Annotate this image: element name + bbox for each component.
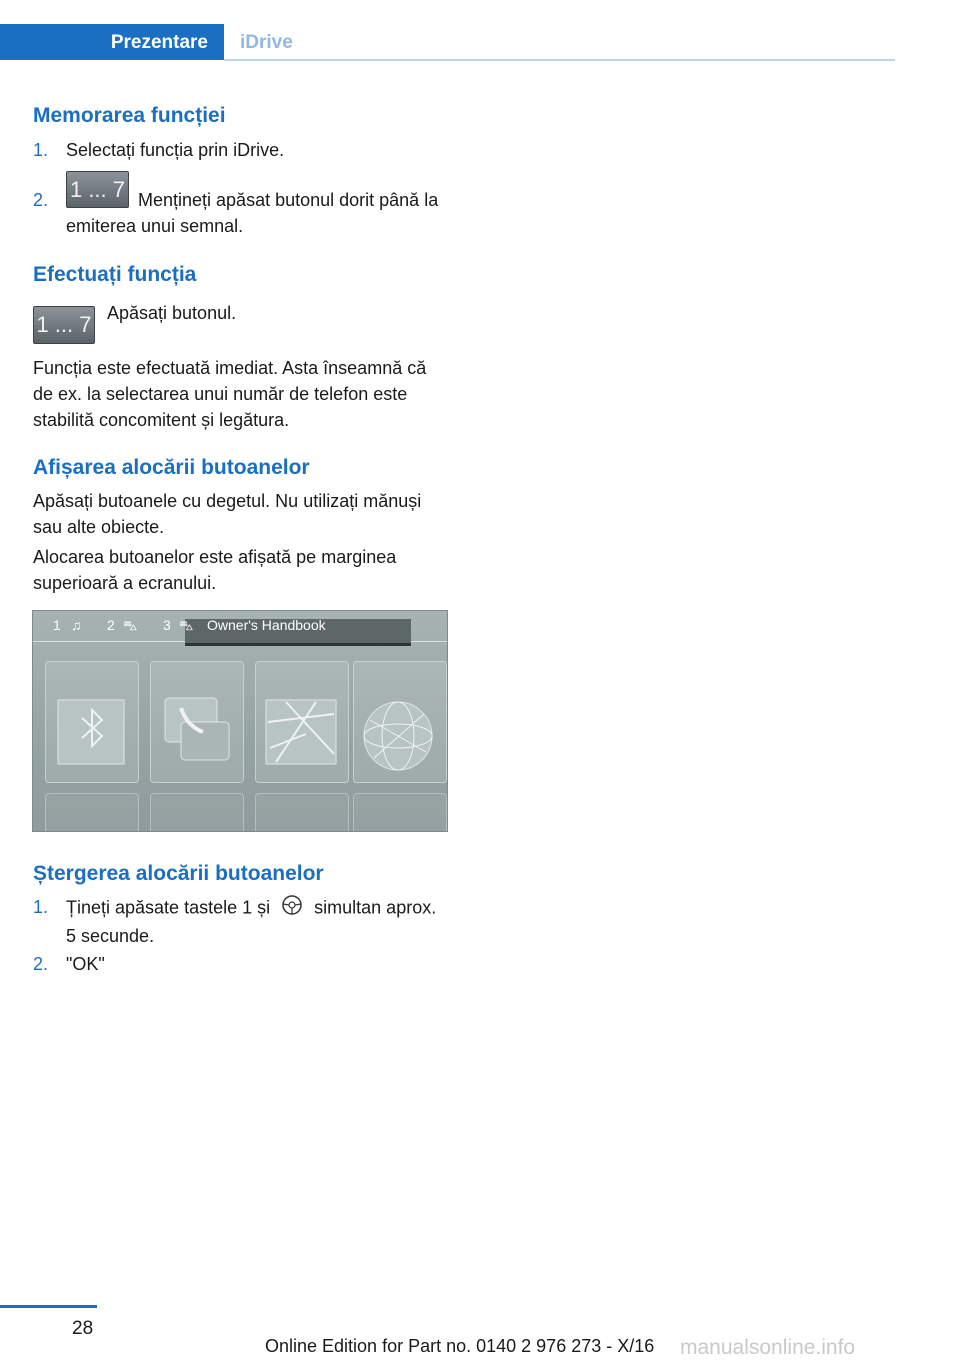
navigation-tile: [255, 661, 349, 783]
tile-reflection: [353, 793, 447, 832]
list-text-part: simultan aprox. 5 secunde.: [66, 897, 437, 946]
tile-reflection: [150, 793, 244, 832]
tab-prezentare-label: Prezentare: [110, 32, 208, 53]
slot-number: 2: [107, 617, 115, 633]
steering-wheel-icon: [281, 894, 303, 923]
paragraph: Funcția este efectuată imediat. Asta înseamnă că de ex. la selectarea unui număr de telefon este stabilită concomitent și legătura.: [33, 358, 427, 430]
paragraph: Apăsați butoanele cu degetul. Nu utilizați mănuși sau alte obiecte.: [33, 491, 422, 537]
slot-number: 1: [53, 617, 61, 633]
tab-prezentare[interactable]: [0, 24, 224, 60]
phone-tile: [150, 661, 244, 783]
section-title-execute: Efectuați funcția: [33, 263, 197, 286]
section-title-memorize: Memorarea funcției: [33, 104, 226, 127]
header-tabs: [0, 24, 895, 62]
section-title-delete: Ștergerea alocării butoanelor: [33, 862, 324, 885]
watermark: manualsonline.info: [680, 1336, 856, 1359]
bluetooth-icon: [46, 662, 138, 782]
list-text: "OK": [66, 954, 105, 974]
idrive-screen-image: [32, 610, 448, 832]
map-icon: [256, 662, 348, 782]
slot-label: Owner's Handbook: [207, 617, 326, 633]
list-number: 1.: [33, 140, 49, 160]
list-text: Selectați funcția prin iDrive.: [66, 140, 285, 160]
favorite-button-icon: 1 ... 7: [66, 171, 129, 208]
slot-number: 3: [163, 617, 171, 633]
list-number: 2.: [33, 190, 49, 210]
bluetooth-tile: [45, 661, 139, 783]
tab-divider: [224, 59, 895, 61]
paragraph: Alocarea butoanelor este afișată pe marginea superioară a ecranului.: [33, 547, 397, 593]
page-number: 28: [72, 1318, 94, 1339]
tile-reflection: [255, 793, 349, 832]
list-text: [66, 894, 448, 949]
globe-tile: [353, 661, 447, 783]
list-text-part: Țineți apăsate tastele 1 și: [66, 897, 271, 918]
section-title-display: Afișarea alocării butoanelor: [33, 456, 310, 479]
music-icon: ♫: [71, 617, 82, 633]
list-number: 1.: [33, 897, 49, 917]
car-icon: ⛍: [179, 617, 194, 633]
icon-caption: Apăsați butonul.: [107, 303, 237, 323]
edition-text: Online Edition for Part no. 0140 2 976 273 - X/16: [265, 1336, 655, 1356]
car-icon: ⛍: [123, 617, 138, 633]
footer-line: [0, 1305, 97, 1308]
list-number: 2.: [33, 954, 49, 974]
tab-idrive[interactable]: iDrive: [240, 32, 293, 53]
list-text: Mențineți apăsat butonul dorit până la emiterea unui semnal.: [66, 190, 439, 236]
tile-reflection: [45, 793, 139, 832]
globe-icon: [354, 662, 446, 782]
phone-icon: [151, 662, 243, 782]
favorite-button-icon: 1 ... 7: [33, 306, 95, 344]
